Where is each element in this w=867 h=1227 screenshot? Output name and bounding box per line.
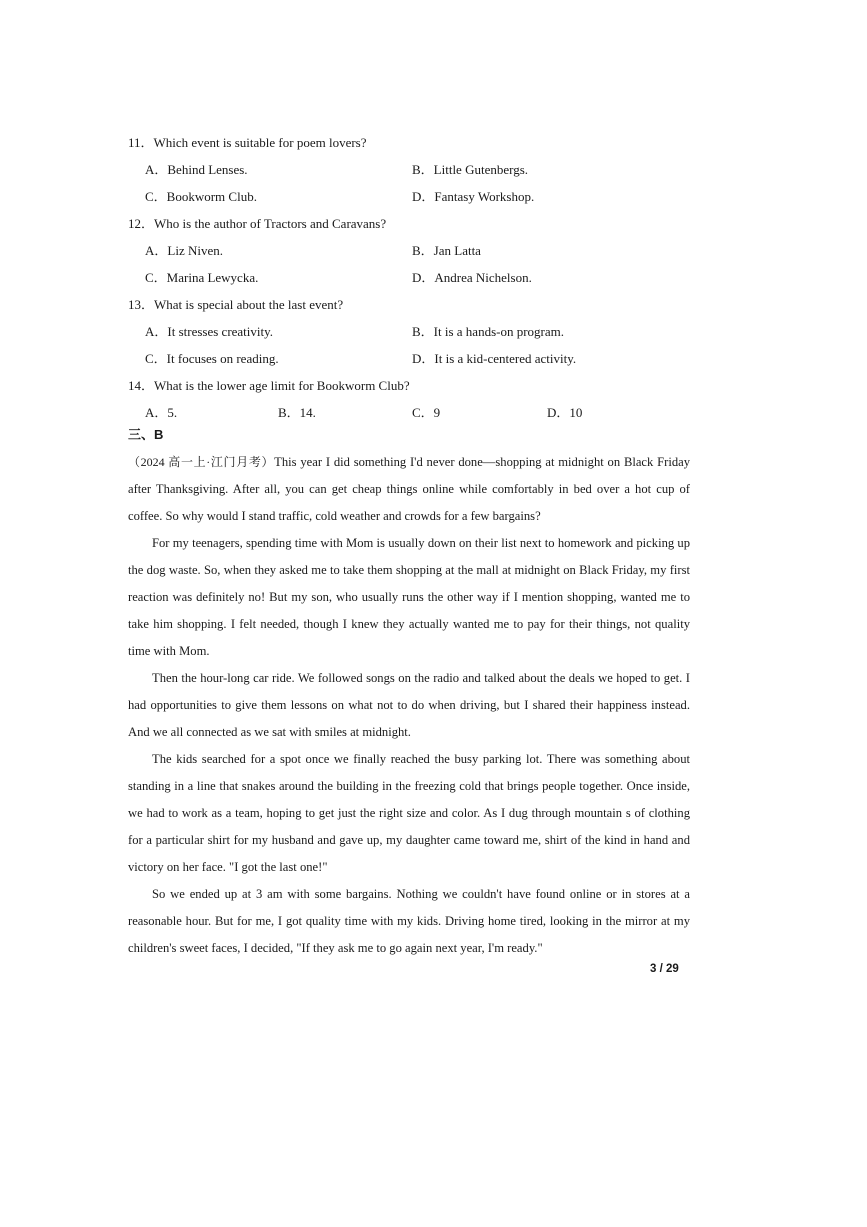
question-11-stem: 11．Which event is suitable for poem lovers? bbox=[128, 135, 367, 150]
question-11-option-c: C．Bookworm Club. bbox=[145, 189, 257, 204]
question-14-stem: 14．What is the lower age limit for Bookworm Club? bbox=[128, 378, 410, 393]
question-12-option-c: C．Marina Lewycka. bbox=[145, 270, 259, 285]
question-13-option-a: A．It stresses creativity. bbox=[145, 324, 274, 339]
question-13-option-b: B．It is a hands-on program. bbox=[412, 324, 565, 339]
passage-paragraph-3: Then the hour-long car ride. We followed songs on the radio and talked about the deals we hoped to get. I had opportunities to give them lessons on what not to do when driving, but I shared their happiness instead. And we all connected as we sat with smiles at midnight. bbox=[128, 671, 690, 739]
passage-paragraph-4: The kids searched for a spot once we finally reached the busy parking lot. There was something about standing in a line that snakes around the building in the freezing cold that brings people together. Once inside, we had to work as a team, hoping to get just the right size and color. As I dug through mountain s of clothing for a particular shirt for my husband and gave up, my daughter came toward me, shirt of the kind in hand and victory on her face. "I got the last one!" bbox=[128, 752, 690, 874]
question-13-option-c: C．It focuses on reading. bbox=[145, 351, 279, 366]
page-number: 3 / 29 bbox=[650, 963, 679, 975]
question-14-option-d: D．10 bbox=[547, 405, 583, 420]
question-11-option-b: B．Little Gutenbergs. bbox=[412, 162, 529, 177]
question-12-option-a: A．Liz Niven. bbox=[145, 243, 223, 258]
reading-passage bbox=[128, 449, 690, 962]
question-14-option-a: A．5. bbox=[145, 405, 178, 420]
question-12-stem: 12．Who is the author of Tractors and Caravans? bbox=[128, 216, 387, 231]
question-13-stem: 13．What is special about the last event? bbox=[128, 297, 344, 312]
question-12-option-b: B．Jan Latta bbox=[412, 243, 481, 258]
passage-source: （2024 高一上·江门月考） bbox=[128, 455, 275, 469]
question-13-option-d: D．It is a kid-centered activity. bbox=[412, 351, 577, 366]
question-14-option-c: C．9 bbox=[412, 405, 441, 420]
question-11-option-d: D．Fantasy Workshop. bbox=[412, 189, 535, 204]
question-11-option-a: A．Behind Lenses. bbox=[145, 162, 248, 177]
passage-paragraph-1 bbox=[128, 449, 690, 530]
question-12-option-d: D．Andrea Nichelson. bbox=[412, 270, 532, 285]
passage-paragraph-1-text: This year I did something I'd never done—shopping at midnight on Black Friday after Thanksgiving. After all, you can get cheap things online while comfortably in bed over a hot cup of coffee. So why would I stand traffic, cold weather and crowds for a few bargains? bbox=[128, 455, 690, 523]
question-14-option-b: B．14. bbox=[278, 405, 316, 420]
passage-paragraph-2: For my teenagers, spending time with Mom is usually down on their list next to homework and picking up the dog waste. So, when they asked me to take them shopping at the mall at midnight on Black Friday, my first reaction was definitely no! But my son, who usually runs the other way if I mention shopping, wanted me to take him shopping. I felt needed, though I knew they actually wanted me to pay for their things, not quality time with Mom. bbox=[128, 536, 690, 658]
section-heading: 三、B bbox=[128, 427, 164, 442]
passage-paragraph-5: So we ended up at 3 am with some bargains. Nothing we couldn't have found online or in stores at a reasonable hour. But for me, I got quality time with my kids. Driving home tired, looking in the mirror at my children's sweet faces, I decided, "If they ask me to go again next year, I'm ready." bbox=[128, 887, 690, 955]
